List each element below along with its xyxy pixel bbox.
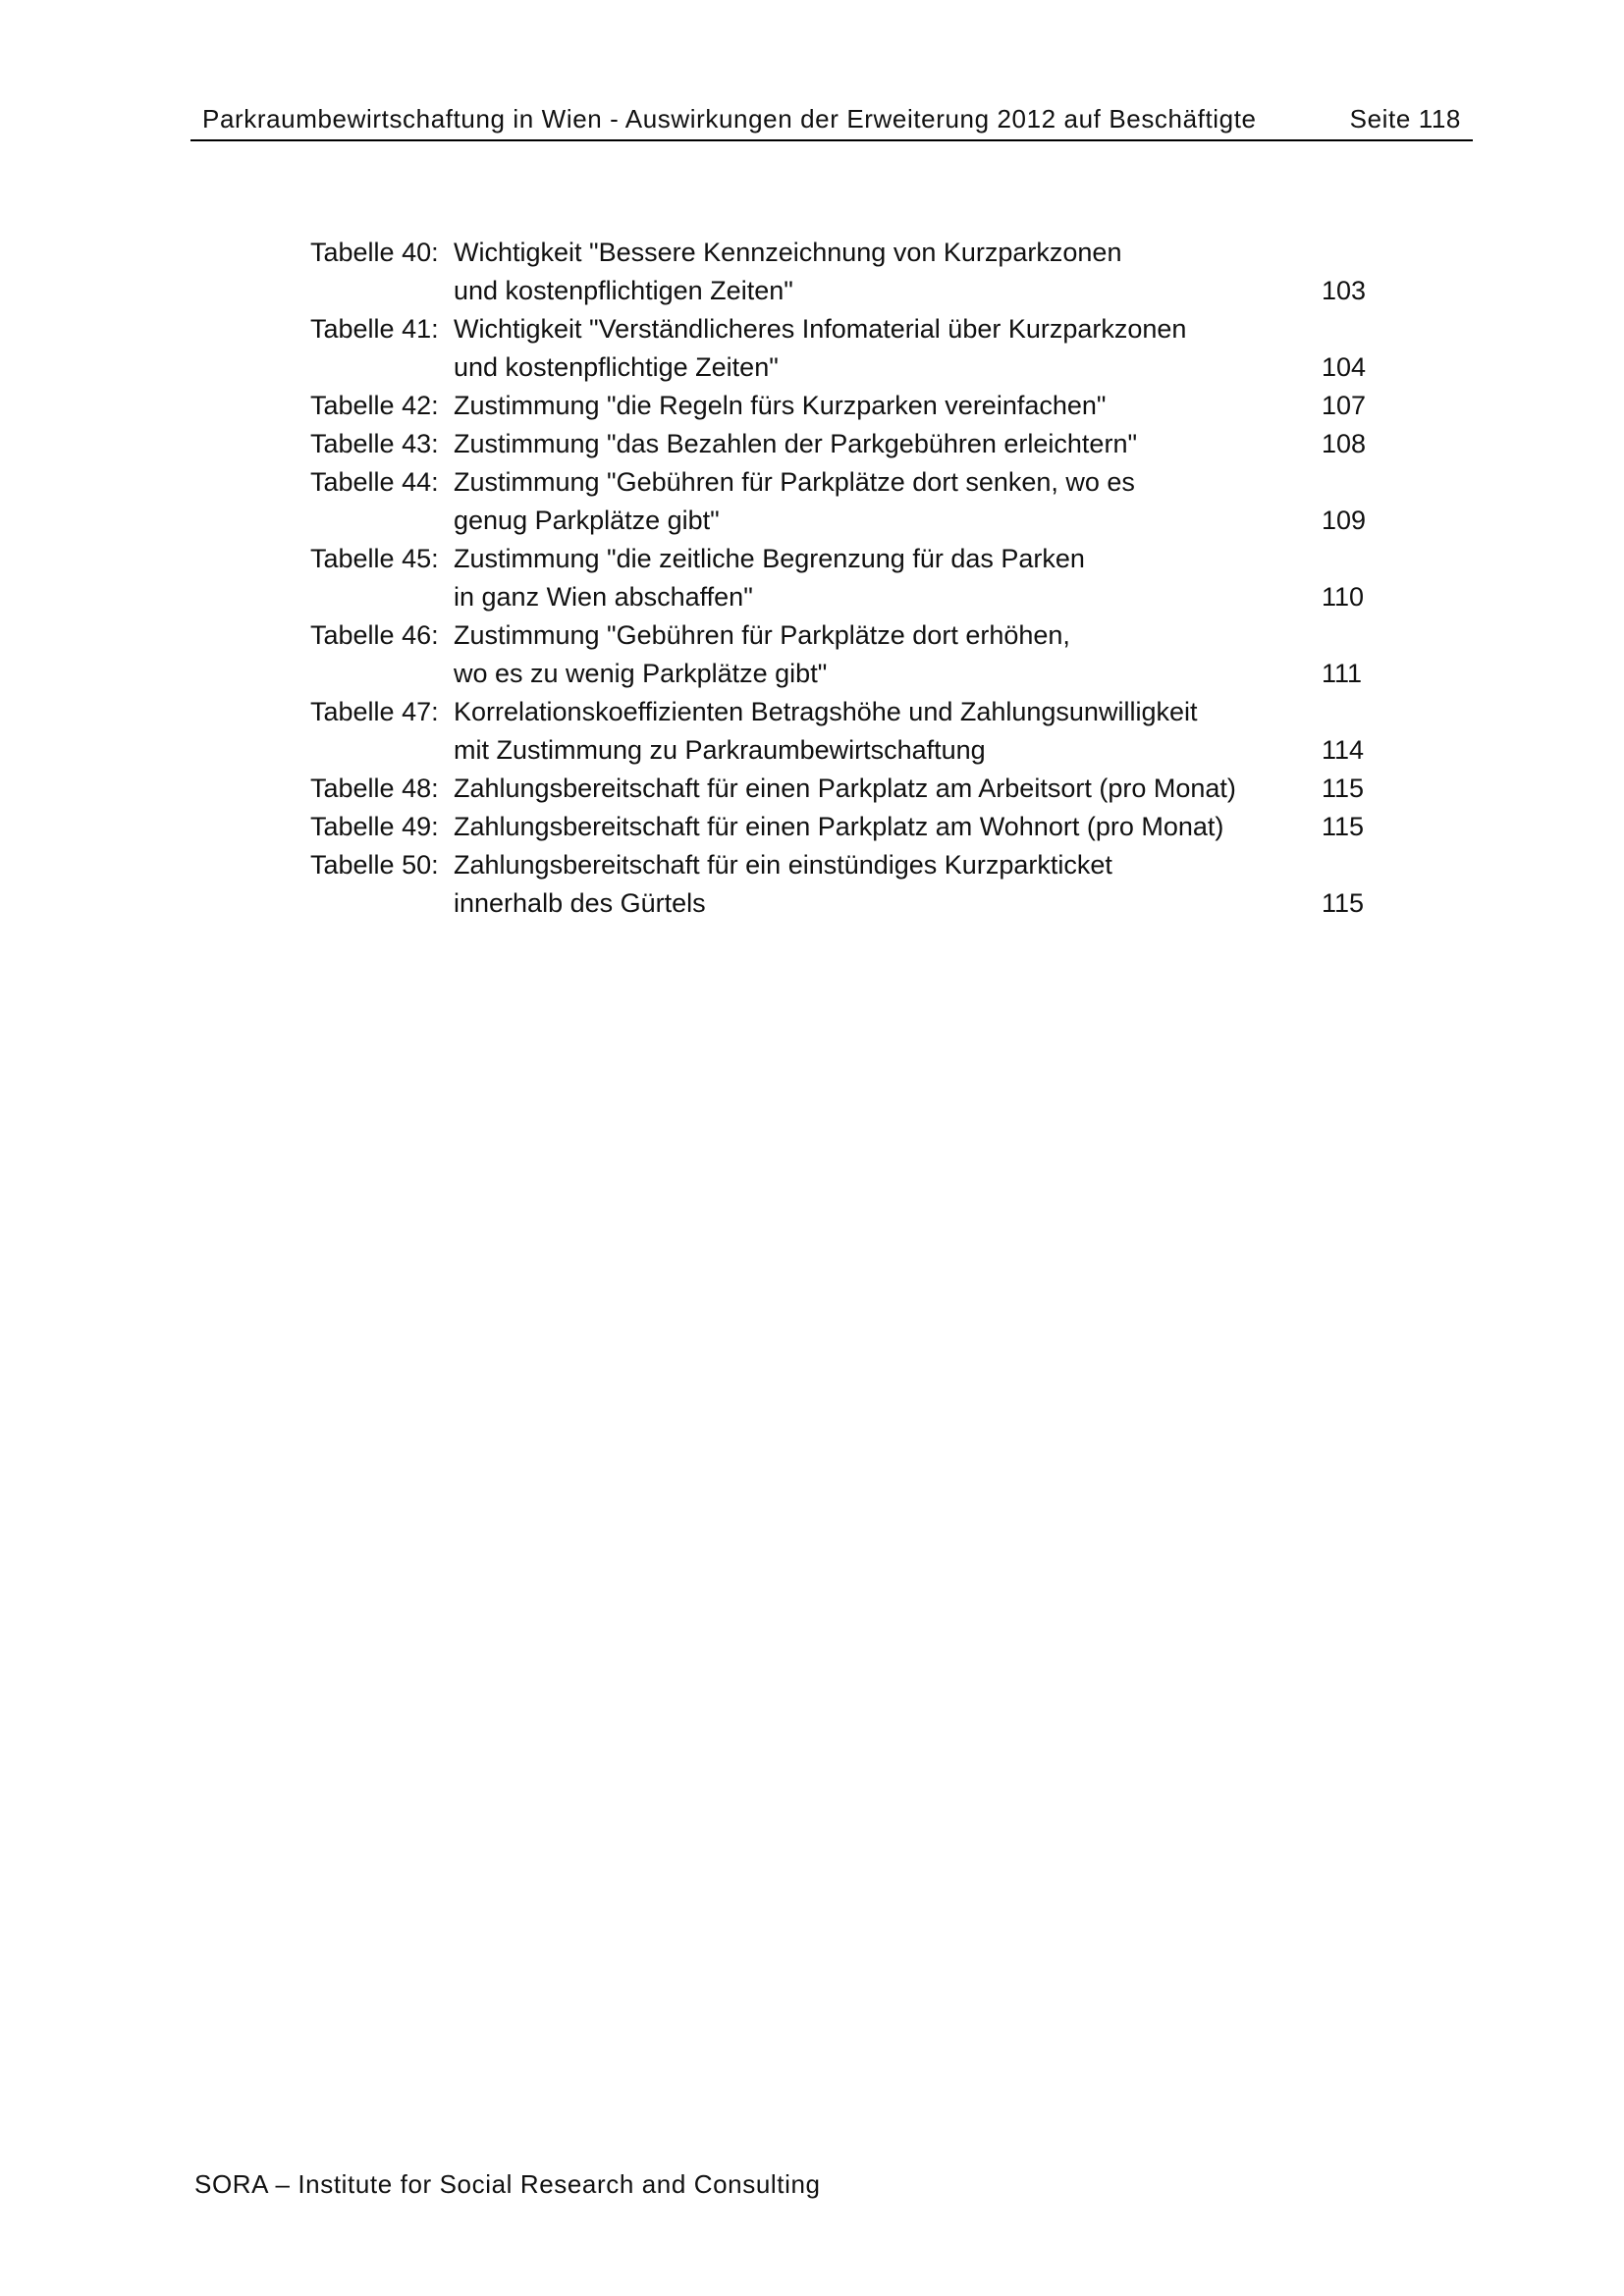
toc-entry-title: Zahlungsbereitschaft für ein einstündiges Kurzparkticket	[454, 850, 1112, 880]
toc-entry-title-continuation: und kostenpflichtige Zeiten"	[454, 352, 779, 382]
toc-entry-page-number: 111	[1322, 659, 1363, 688]
toc-line	[310, 846, 1380, 884]
toc-entry-label: Tabelle 47:	[310, 697, 439, 726]
toc-entry-title: Zustimmung "die Regeln fürs Kurzparken vereinfachen"	[454, 391, 1107, 420]
toc-entry-title: Wichtigkeit "Bessere Kennzeichnung von Kurzparkzonen	[454, 238, 1122, 267]
page-header	[190, 102, 1473, 141]
toc-entry-page-number: 114	[1322, 735, 1365, 765]
header-page-number: Seite 118	[1349, 104, 1461, 133]
toc-entry-label: Tabelle 49:	[310, 812, 439, 841]
toc-entry	[310, 693, 1380, 770]
header-title: Parkraumbewirtschaftung in Wien - Auswirkungen der Erweiterung 2012 auf Beschäftigte	[202, 104, 1257, 133]
toc-entry	[310, 387, 1380, 425]
toc-entry	[310, 770, 1380, 808]
toc-line	[310, 310, 1380, 348]
toc-entry	[310, 616, 1380, 693]
toc-entry-title-continuation: in ganz Wien abschaffen"	[454, 582, 753, 612]
toc-entry	[310, 540, 1380, 616]
toc-entry-label: Tabelle 40:	[310, 238, 439, 267]
toc-entry-title: Zahlungsbereitschaft für einen Parkplatz am Arbeitsort (pro Monat)	[454, 774, 1236, 803]
toc-entry-title-continuation: wo es zu wenig Parkplätze gibt"	[454, 659, 828, 688]
toc-line-continuation	[310, 578, 1380, 616]
toc-line-continuation	[310, 272, 1380, 310]
toc-entry-page-number: 109	[1322, 506, 1367, 535]
toc-entry-label: Tabelle 46:	[310, 620, 439, 650]
toc-line	[310, 770, 1380, 808]
toc-entry-title: Zustimmung "die zeitliche Begrenzung für das Parken	[454, 544, 1085, 573]
toc-entry-page-number: 115	[1322, 812, 1365, 841]
toc-entry-page-number: 115	[1322, 888, 1365, 918]
toc-entry-title: Wichtigkeit "Verständlicheres Infomaterial über Kurzparkzonen	[454, 314, 1187, 344]
toc-entry	[310, 310, 1380, 387]
toc-entry-label: Tabelle 41:	[310, 314, 439, 344]
toc-entry-page-number: 108	[1322, 429, 1367, 458]
toc-entry-page-number: 104	[1322, 352, 1367, 382]
toc-entry-title-continuation: und kostenpflichtigen Zeiten"	[454, 276, 793, 305]
toc-entry-label: Tabelle 43:	[310, 429, 439, 458]
toc-line	[310, 463, 1380, 502]
toc-line	[310, 693, 1380, 731]
toc-entry	[310, 463, 1380, 540]
toc-entry	[310, 234, 1380, 310]
toc-entry-page-number: 107	[1322, 391, 1367, 420]
page-footer: SORA – Institute for Social Research and Consulting	[194, 2169, 821, 2199]
toc-entry-label: Tabelle 42:	[310, 391, 439, 420]
toc-entry-label: Tabelle 48:	[310, 774, 439, 803]
toc-entry-label: Tabelle 50:	[310, 850, 439, 880]
toc-entry-page-number: 115	[1322, 774, 1365, 803]
toc-entry-title: Zustimmung "das Bezahlen der Parkgebühren erleichtern"	[454, 429, 1138, 458]
toc-entry-title: Zustimmung "Gebühren für Parkplätze dort senken, wo es	[454, 467, 1135, 497]
toc-entry-title-continuation: mit Zustimmung zu Parkraumbewirtschaftung	[454, 735, 986, 765]
toc-line	[310, 387, 1380, 425]
toc-entry	[310, 808, 1380, 846]
table-of-tables-list	[310, 234, 1380, 923]
toc-entry	[310, 425, 1380, 463]
toc-entry-title: Zahlungsbereitschaft für einen Parkplatz am Wohnort (pro Monat)	[454, 812, 1224, 841]
toc-line-continuation	[310, 655, 1380, 693]
toc-line-continuation	[310, 502, 1380, 540]
toc-line-continuation	[310, 348, 1380, 387]
toc-line	[310, 808, 1380, 846]
toc-entry-page-number: 110	[1322, 582, 1365, 612]
toc-entry-title: Zustimmung "Gebühren für Parkplätze dort erhöhen,	[454, 620, 1070, 650]
toc-line	[310, 540, 1380, 578]
toc-entry-label: Tabelle 44:	[310, 467, 439, 497]
toc-entry	[310, 846, 1380, 923]
toc-line	[310, 234, 1380, 272]
toc-line-continuation	[310, 731, 1380, 770]
toc-line	[310, 425, 1380, 463]
toc-entry-title: Korrelationskoeffizienten Betragshöhe und Zahlungsunwilligkeit	[454, 697, 1198, 726]
toc-line-continuation	[310, 884, 1380, 923]
toc-entry-title-continuation: genug Parkplätze gibt"	[454, 506, 720, 535]
toc-entry-page-number: 103	[1322, 276, 1367, 305]
toc-entry-label: Tabelle 45:	[310, 544, 439, 573]
toc-entry-title-continuation: innerhalb des Gürtels	[454, 888, 706, 918]
toc-line	[310, 616, 1380, 655]
